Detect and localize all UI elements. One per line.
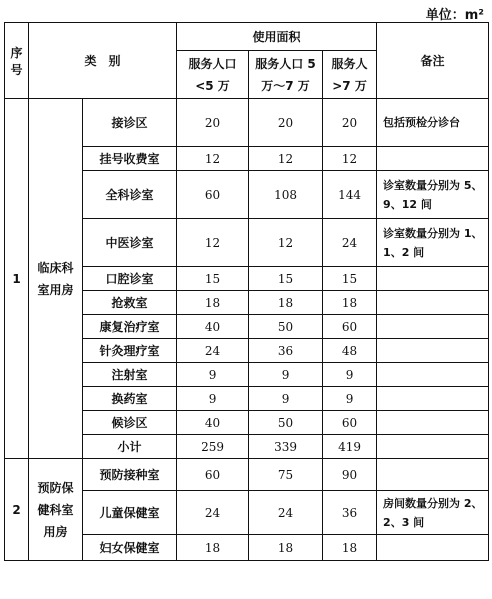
area-medium: 18 — [249, 291, 323, 315]
room-note — [377, 387, 489, 411]
room-note — [377, 315, 489, 339]
area-medium: 20 — [249, 99, 323, 147]
area-medium: 18 — [249, 535, 323, 561]
area-medium: 108 — [249, 171, 323, 219]
area-large: 144 — [323, 171, 377, 219]
table-row — [5, 459, 489, 491]
area-small: 12 — [177, 147, 249, 171]
area-small: 40 — [177, 411, 249, 435]
area-medium: 75 — [249, 459, 323, 491]
area-large: 20 — [323, 99, 377, 147]
room-name: 口腔诊室 — [83, 267, 177, 291]
room-name: 中医诊室 — [83, 219, 177, 267]
area-small: 60 — [177, 171, 249, 219]
group-seq: 1 — [5, 99, 29, 459]
area-medium: 12 — [249, 147, 323, 171]
room-name: 注射室 — [83, 363, 177, 387]
room-name: 预防接种室 — [83, 459, 177, 491]
room-name: 抢救室 — [83, 291, 177, 315]
room-note: 房间数量分别为 2、2、3 间 — [377, 491, 489, 535]
group-category: 预防保健科室用房 — [29, 459, 83, 561]
room-note — [377, 147, 489, 171]
room-note — [377, 435, 489, 459]
header-col2: 服务人口 5 万～7 万 — [249, 51, 323, 99]
area-large: 24 — [323, 219, 377, 267]
room-note: 诊室数量分别为 5、9、12 间 — [377, 171, 489, 219]
area-small: 20 — [177, 99, 249, 147]
room-note — [377, 411, 489, 435]
area-small: 15 — [177, 267, 249, 291]
area-medium: 36 — [249, 339, 323, 363]
room-name: 挂号收费室 — [83, 147, 177, 171]
area-large: 9 — [323, 387, 377, 411]
area-large: 419 — [323, 435, 377, 459]
table-row — [5, 99, 489, 147]
area-small: 12 — [177, 219, 249, 267]
room-name: 全科诊室 — [83, 171, 177, 219]
room-name: 针灸理疗室 — [83, 339, 177, 363]
header-seq: 序号 — [5, 23, 29, 99]
area-small: 24 — [177, 339, 249, 363]
room-note — [377, 459, 489, 491]
area-large: 15 — [323, 267, 377, 291]
room-note: 诊室数量分别为 1、1、2 间 — [377, 219, 489, 267]
area-large: 60 — [323, 411, 377, 435]
room-name: 换药室 — [83, 387, 177, 411]
room-name: 接诊区 — [83, 99, 177, 147]
room-note — [377, 267, 489, 291]
room-name: 儿童保健室 — [83, 491, 177, 535]
room-note — [377, 339, 489, 363]
area-large: 90 — [323, 459, 377, 491]
area-small: 9 — [177, 387, 249, 411]
header-col1: 服务人口<5 万 — [177, 51, 249, 99]
header-category: 类 别 — [29, 23, 177, 99]
area-small: 18 — [177, 535, 249, 561]
area-small: 259 — [177, 435, 249, 459]
area-large: 60 — [323, 315, 377, 339]
room-note — [377, 291, 489, 315]
area-small: 9 — [177, 363, 249, 387]
area-small: 18 — [177, 291, 249, 315]
room-name: 小计 — [83, 435, 177, 459]
area-large: 36 — [323, 491, 377, 535]
room-name: 康复治疗室 — [83, 315, 177, 339]
area-large: 48 — [323, 339, 377, 363]
area-medium: 24 — [249, 491, 323, 535]
area-table — [4, 22, 489, 561]
area-medium: 50 — [249, 315, 323, 339]
area-large: 18 — [323, 291, 377, 315]
area-medium: 9 — [249, 387, 323, 411]
room-note — [377, 535, 489, 561]
area-small: 24 — [177, 491, 249, 535]
header-col3: 服务人>7 万 — [323, 51, 377, 99]
room-note: 包括预检分诊台 — [377, 99, 489, 147]
area-small: 40 — [177, 315, 249, 339]
area-small: 60 — [177, 459, 249, 491]
area-large: 9 — [323, 363, 377, 387]
area-medium: 12 — [249, 219, 323, 267]
area-large: 12 — [323, 147, 377, 171]
area-medium: 15 — [249, 267, 323, 291]
header-note: 备注 — [377, 23, 489, 99]
area-medium: 9 — [249, 363, 323, 387]
room-note — [377, 363, 489, 387]
area-medium: 339 — [249, 435, 323, 459]
area-medium: 50 — [249, 411, 323, 435]
group-seq: 2 — [5, 459, 29, 561]
table-body — [5, 99, 489, 561]
header-area: 使用面积 — [177, 23, 377, 51]
group-category: 临床科室用房 — [29, 99, 83, 459]
room-name: 候诊区 — [83, 411, 177, 435]
unit-label: 单位：m² — [425, 8, 484, 23]
room-name: 妇女保健室 — [83, 535, 177, 561]
area-large: 18 — [323, 535, 377, 561]
